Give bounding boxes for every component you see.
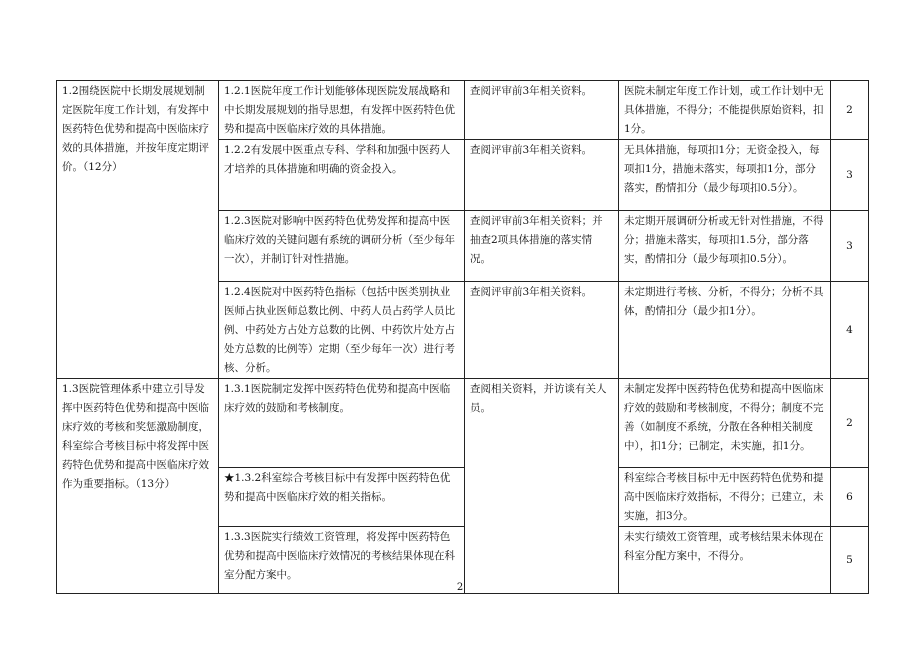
section-title-cell: 1.3医院管理体系中建立引导发挥中医药特色优势和提高中医临床疗效的考核和奖惩激励制度，科室综合考核目标中将发挥中医药特色优势和提高中医临床疗效作为重要指标。（13分） — [57, 379, 219, 594]
score-cell: 4 — [831, 282, 869, 379]
scoring-cell: 医院未制定年度工作计划，或工作计划中无具体措施，不得分；不能提供原始资料，扣1分。 — [619, 81, 831, 140]
evaluation-table — [56, 80, 869, 594]
score-cell: 3 — [831, 211, 869, 282]
method-cell: 查阅评审前3年相关资料。 — [465, 140, 619, 211]
page-number: 2 — [456, 582, 464, 593]
scoring-cell: 科室综合考核目标中无中医药特色优势和提高中医临床疗效指标，不得分；已建立，未实施，扣3分。 — [619, 468, 831, 527]
method-cell: 查阅评审前3年相关资料；并抽查2项具体措施的落实情况。 — [465, 211, 619, 282]
scoring-cell: 未实行绩效工资管理，或考核结果未体现在科室分配方案中，不得分。 — [619, 527, 831, 594]
standard-cell: 1.2.2有发展中医重点专科、学科和加强中医药人才培养的具体措施和明确的资金投入。 — [219, 140, 465, 211]
score-cell: 2 — [831, 379, 869, 468]
standard-cell: 1.2.4医院对中医药特色指标（包括中医类别执业医师占执业医师总数比例、中药人员占药学人员比例、中药处方占处方总数的比例、中药饮片处方占处方总数的比例等）定期（至少每年一次）进行考核、分析。 — [219, 282, 465, 379]
table-row — [57, 81, 869, 140]
standard-cell: 1.2.3医院对影响中医药特色优势发挥和提高中医临床疗效的关键问题有系统的调研分析（至少每年一次），并制订针对性措施。 — [219, 211, 465, 282]
standard-cell: ★1.3.2科室综合考核目标中有发挥中医药特色优势和提高中医临床疗效的相关指标。 — [219, 468, 465, 527]
score-cell: 6 — [831, 468, 869, 527]
method-cell: 查阅相关资料，并访谈有关人员。 — [465, 379, 619, 594]
standard-cell: 1.2.1医院年度工作计划能够体现医院发展战略和中长期发展规划的指导思想，有发挥中医药特色优势和提高中医临床疗效的具体措施。 — [219, 81, 465, 140]
score-cell: 3 — [831, 140, 869, 211]
standard-cell: 1.3.3医院实行绩效工资管理，将发挥中医药特色优势和提高中医临床疗效情况的考核结果体现在科室分配方案中。 — [219, 527, 465, 594]
section-title-cell: 1.2围绕医院中长期发展规划制定医院年度工作计划，有发挥中医药特色优势和提高中医临床疗效的具体措施，并按年度定期评价。（12分） — [57, 81, 219, 379]
method-cell: 查阅评审前3年相关资料。 — [465, 81, 619, 140]
scoring-cell: 未定期开展调研分析或无针对性措施，不得分；措施未落实，每项扣1.5分，部分落实，酌情扣分（最少每项扣0.5分）。 — [619, 211, 831, 282]
score-cell: 5 — [831, 527, 869, 594]
method-cell: 查阅评审前3年相关资料。 — [465, 282, 619, 379]
table-row — [57, 379, 869, 468]
scoring-cell: 未制定发挥中医药特色优势和提高中医临床疗效的鼓励和考核制度，不得分；制度不完善（如制度不系统，分散在各种相关制度中），扣1分；已制定，未实施，扣1分。 — [619, 379, 831, 468]
scoring-cell: 无具体措施，每项扣1分；无资金投入，每项扣1分，措施未落实，每项扣1分，部分落实，酌情扣分（最少每项扣0.5分）。 — [619, 140, 831, 211]
score-cell: 2 — [831, 81, 869, 140]
scoring-cell: 未定期进行考核、分析，不得分；分析不具体，酌情扣分（最少扣1分）。 — [619, 282, 831, 379]
standard-cell: 1.3.1医院制定发挥中医药特色优势和提高中医临床疗效的鼓励和考核制度。 — [219, 379, 465, 468]
